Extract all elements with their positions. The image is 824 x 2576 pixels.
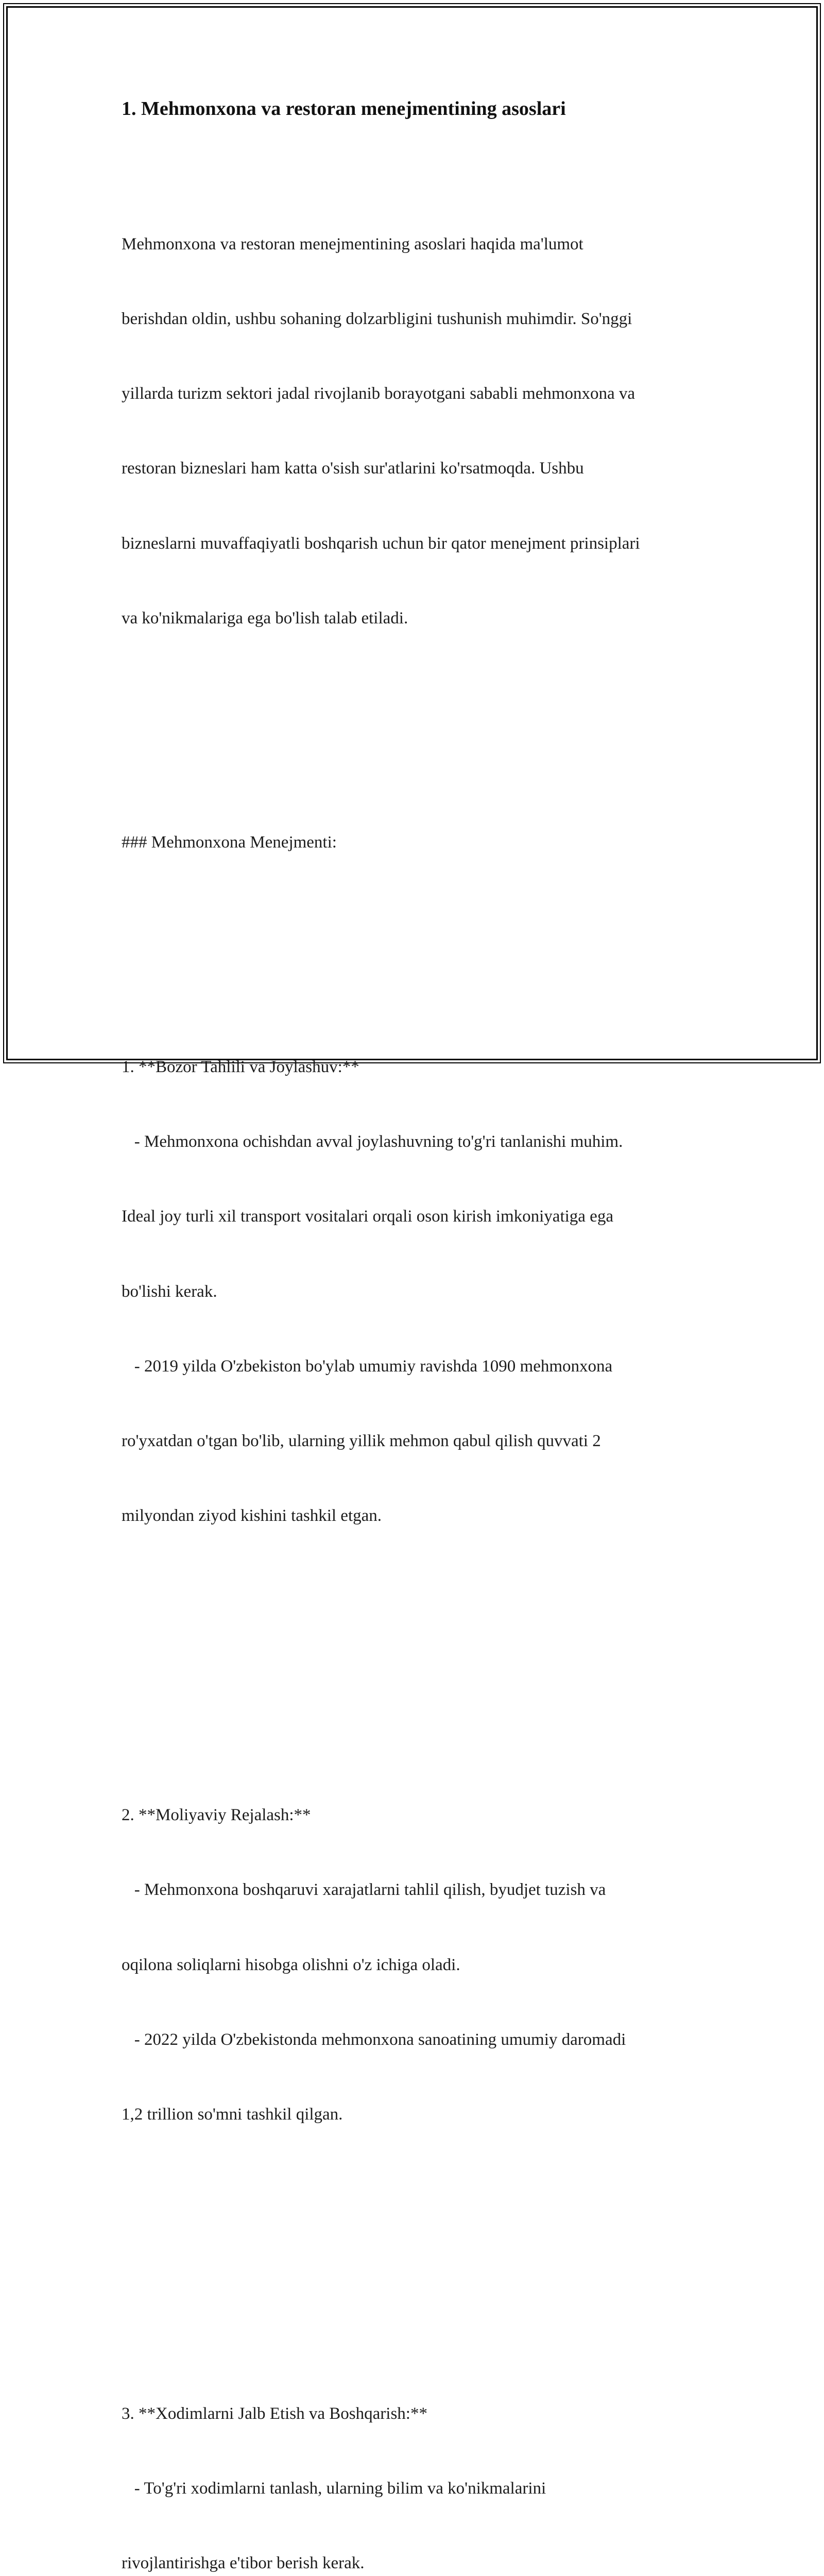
spacer: [122, 1653, 703, 1678]
intro-line: yillarda turizm sektori jadal rivojlanib borayotgani sababli mehmonxona va: [122, 384, 636, 403]
intro-line: berishdan oldin, ushbu sohaning dolzarbligini tushunish muhimdir. So'nggi: [122, 309, 632, 328]
list-item-title: 2. **Moliyaviy Rejalash:**: [122, 1806, 311, 1825]
list-item-line: - 2022 yilda O'zbekistonda mehmonxona sanoatining umumiy daromadi: [122, 2030, 626, 2049]
list-item-line: - Mehmonxona boshqaruvi xarajatlarni tahlil qilish, byudjet tuzish va: [122, 1880, 606, 1900]
list-item-line: Ideal joy turli xil transport vositalari orqali oson kirish imkoniyatiga ega: [122, 1207, 613, 1226]
list-item-line: rivojlantirishga e'tibor berish kerak.: [122, 2554, 365, 2573]
list-item-line: - To'g'ri xodimlarni tanlash, ularning bilim va ko'nikmalarini: [122, 2479, 546, 2498]
list-item-title: 1. **Bozor Tahlili va Joylashuv:**: [122, 1058, 359, 1076]
list-item-title: 3. **Xodimlarni Jalb Etish va Boshqarish:**: [122, 2404, 427, 2423]
list-item-line: ro'yxatdan o'tgan bo'lib, ularning yillik mehmon qabul qilish quvvati 2: [122, 1432, 601, 1451]
spacer: [122, 2251, 703, 2276]
list-item-line: bo'lishi kerak.: [122, 1282, 217, 1301]
spacer: [122, 905, 703, 930]
spacer: [122, 755, 703, 780]
list-item-line: - Mehmonxona ochishdan avval joylashuvning to'g'ri tanlanishi muhim.: [122, 1132, 623, 1151]
intro-line: Mehmonxona va restoran menejmentining asoslari haqida ma'lumot: [122, 234, 583, 253]
document-text: [122, 132, 703, 2576]
intro-line: bizneslarni muvaffaqiyatli boshqarish uchun bir qator menejment prinsiplari: [122, 534, 640, 553]
list-item-line: - 2019 yilda O'zbekiston bo'ylab umumiy ravishda 1090 mehmonxona: [122, 1357, 613, 1376]
intro-line: restoran bizneslari ham katta o'sish sur'atlarini ko'rsatmoqda. Ushbu: [122, 459, 584, 478]
intro-line: va ko'nikmalariga ega bo'lish talab etiladi.: [122, 608, 408, 628]
list-item-line: oqilona soliqlarni hisobga olishni o'z ichiga oladi.: [122, 1955, 460, 1974]
list-item: [122, 1753, 703, 2177]
list-item: [122, 1005, 703, 1578]
list-item-line: milyondan ziyod kishini tashkil etgan.: [122, 1506, 382, 1526]
document-heading: 1. Mehmonxona va restoran menejmentining asoslari: [122, 98, 566, 120]
document-body: [122, 96, 703, 2576]
intro-paragraph: [122, 182, 703, 681]
list-item: [122, 2351, 703, 2576]
list-item-line: 1,2 trillion so'mni tashkil qilgan.: [122, 2105, 343, 2124]
section-heading: ### Mehmonxona Menejmenti:: [122, 833, 337, 852]
